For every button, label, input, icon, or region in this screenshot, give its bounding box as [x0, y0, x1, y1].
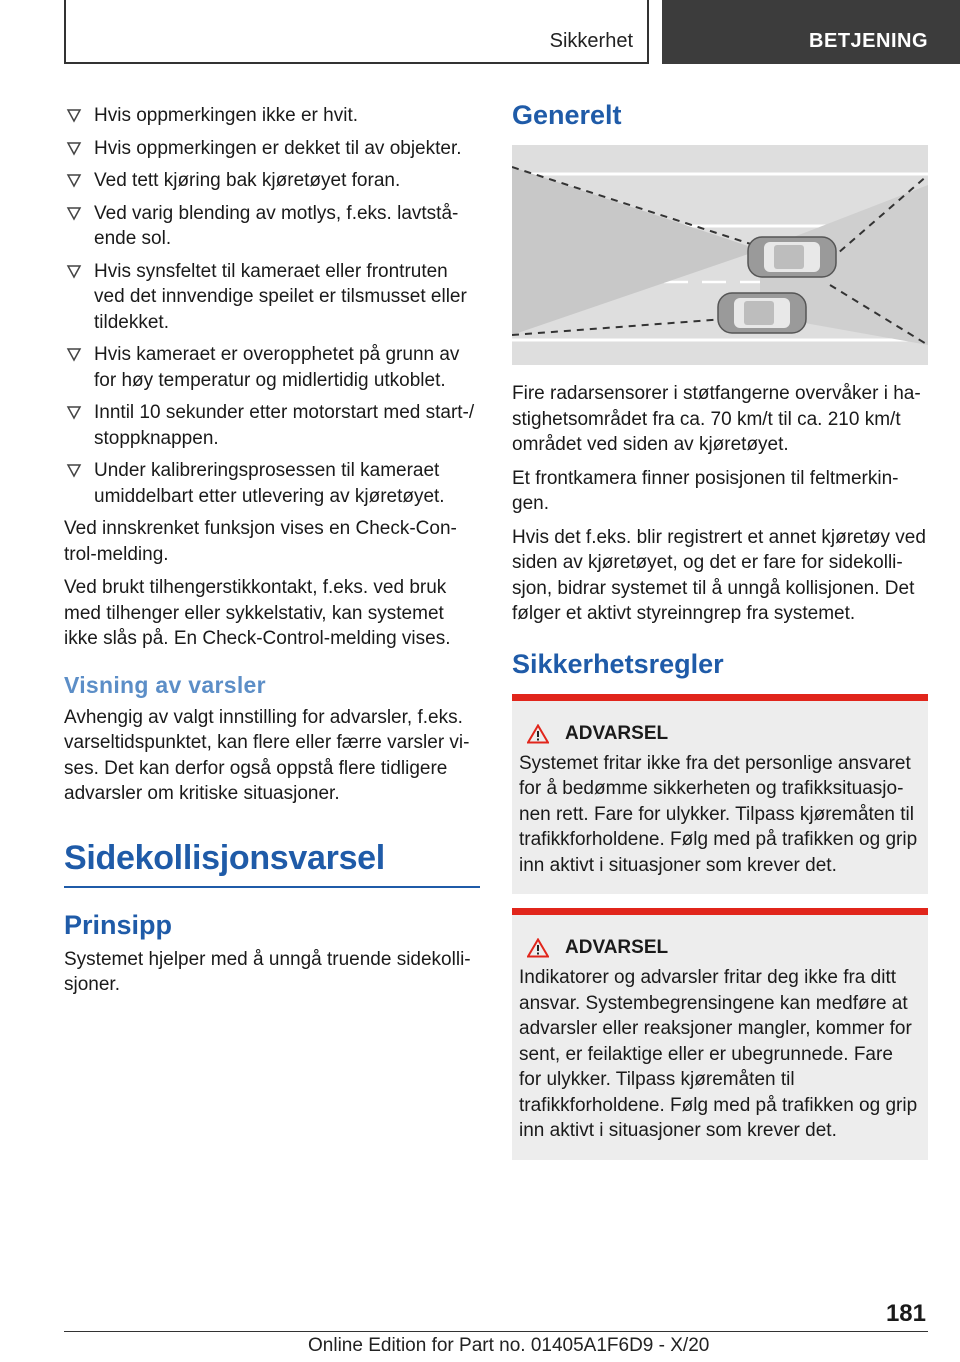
radar-diagram: [512, 145, 928, 365]
header-section-tab: [64, 0, 649, 64]
list-item-text: Hvis synsfeltet til kameraet eller frontruten ved det innvendige speilet er tilsmusset eller tildekket.: [94, 260, 467, 333]
warning-triangle-icon: [527, 938, 549, 958]
list-item-text: Hvis kameraet er overopphetet på grunn av for høy temperatur og midlertidig utkoblet.: [94, 344, 460, 391]
triangle-bullet-icon: [66, 460, 82, 480]
footer-rule: [64, 1331, 928, 1332]
warning-box: [512, 694, 928, 895]
right-column: [512, 100, 928, 1174]
triangle-bullet-icon: [66, 261, 82, 281]
warning-title-row: [527, 937, 920, 959]
prinsipp-heading: Prinsipp: [64, 909, 173, 940]
paragraph: Ved innskrenket funksjon vises en Check-Control-melding.: [64, 518, 457, 565]
warning-title: ADVARSEL: [565, 722, 669, 744]
regler-heading: Sikkerhetsregler: [512, 648, 724, 679]
list-item-text: Ved tett kjøring bak kjøretøyet foran.: [94, 170, 401, 191]
paragraph: Hvis det f.eks. blir registrert et annet kjøretøy ved siden av kjøretøyet, og det er fare for sidekollisjon, bidrar systemet til å unngå kollisjonen. Det følger et aktivt styreinngrep fra systemet.: [512, 526, 926, 624]
main-heading: Sidekollisjonsvarsel: [64, 839, 480, 888]
triangle-bullet-icon: [66, 402, 82, 422]
warning-box: [512, 908, 928, 1160]
list-item: [64, 458, 480, 509]
warning-title-row: [527, 723, 920, 745]
visning-heading: Visning av varsler: [64, 671, 266, 698]
triangle-bullet-icon: [66, 344, 82, 364]
header-chapter-tab: [662, 0, 960, 64]
list-item-text: Hvis oppmerkingen er dekket til av objekter.: [94, 137, 462, 159]
warning-triangle-icon: [527, 724, 549, 744]
list-item: [64, 259, 480, 336]
warning-title: ADVARSEL: [565, 937, 669, 958]
paragraph: Et frontkamera finner posisjonen til feltmerkingen.: [512, 467, 899, 514]
edition-text: Online Edition for Part no. 01405A1F6D9 - X/20: [308, 1335, 710, 1356]
list-item: [64, 103, 480, 129]
list-item-text: Under kalibreringsprosessen til kameraet umiddelbart etter utlevering av kjøretøyet.: [94, 460, 445, 507]
triangle-bullet-icon: [66, 105, 82, 125]
warning-text: Indikatorer og advarsler fritar deg ikke fra ditt ansvar. Systembegrensingene kan medføre at advarsler eller reaksjoner mangler, kommer for sent, er feilaktige eller er ubegrunnede. Fare for ulykker. Tilpass kjøremåten til trafikkforholdene. Følg med på trafikken og grip inn aktivt i situasjoner som krever det.: [519, 967, 918, 1141]
list-item: [64, 400, 480, 451]
list-item: [64, 136, 480, 162]
warning-text: Systemet fritar ikke fra det personlige ansvaret for å bedømme sikkerheten og trafikksituasjonen rett. Fare for ulykker. Tilpass kjøremåten til trafikkforholdene. Følg med på trafikken og grip inn aktivt i situasjoner som krever det.: [519, 752, 918, 876]
section-title: Sikkerhet: [549, 30, 633, 52]
chapter-title: BETJENING: [809, 30, 928, 52]
paragraph: Ved brukt tilhengerstikkontakt, f.eks. ved bruk med tilhenger eller sykkelstativ, kan systemet ikke slås på. En Check-Control-melding vises.: [64, 577, 451, 649]
limitations-list: [64, 103, 480, 509]
list-item-text: Inntil 10 sekunder etter motorstart med start-/ stoppknappen.: [94, 402, 475, 449]
list-item-text: Ved varig blending av motlys, f.eks. lavtstående sol.: [94, 202, 459, 249]
list-item: [64, 342, 480, 393]
paragraph: Systemet hjelper med å unngå truende sidekollisjoner.: [64, 948, 471, 995]
triangle-bullet-icon: [66, 170, 82, 190]
triangle-bullet-icon: [66, 138, 82, 158]
paragraph: Fire radarsensorer i støtfangerne overvåker i hastighetsområdet fra ca. 70 km/t til ca. 210 km/t området ved siden av kjøretøyet.: [512, 383, 921, 455]
radar-illustration: [512, 145, 928, 365]
list-item: [64, 201, 480, 252]
triangle-bullet-icon: [66, 203, 82, 223]
list-item: [64, 168, 480, 194]
left-column: [64, 103, 480, 1006]
list-item-text: Hvis oppmerkingen ikke er hvit.: [94, 105, 358, 126]
page-number: 181: [885, 1300, 926, 1327]
generelt-heading: Generelt: [512, 100, 622, 130]
paragraph: Avhengig av valgt innstilling for advarsler, f.eks. varseltidspunktet, kan flere eller færre varsler vises. Det kan derfor også oppstå flere tidligere advarsler om kritiske situasjoner.: [64, 706, 470, 804]
